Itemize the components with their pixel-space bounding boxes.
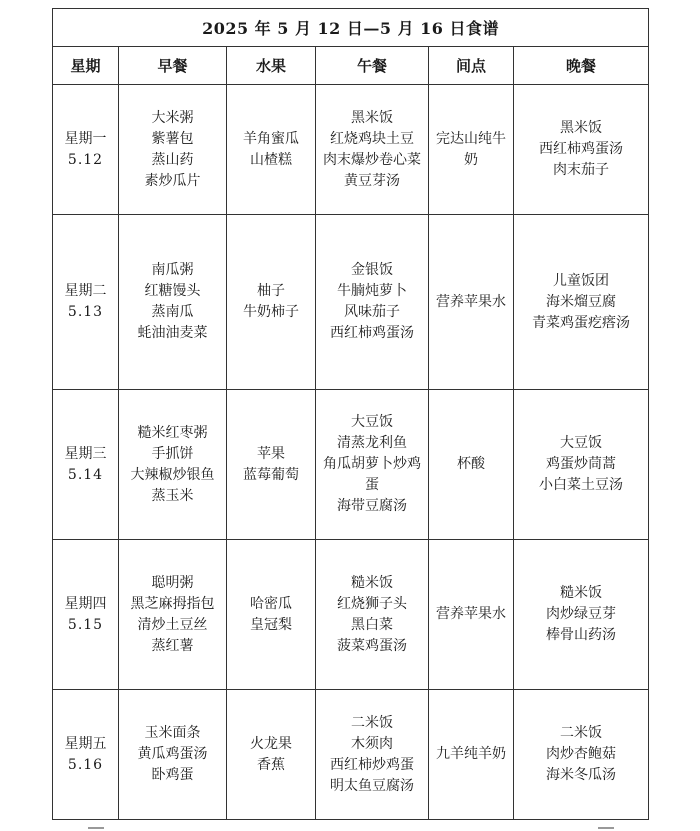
snack-text: 营养苹果水: [436, 606, 506, 622]
fruit-text: 苹果 蓝莓葡萄: [243, 445, 299, 483]
lunch-text: 黑米饭 红烧鸡块土豆 肉末爆炒卷心菜 黄豆芽汤: [323, 109, 421, 189]
breakfast-text: 大米粥 紫薯包 蒸山药 素炒瓜片: [144, 109, 201, 189]
day-date: 5.12: [67, 151, 104, 168]
snack-text: 营养苹果水: [436, 293, 506, 310]
snack-cell: [429, 540, 514, 690]
dinner-text: 大豆饭 鸡蛋炒茼蒿 小白菜土豆汤: [539, 435, 624, 493]
day-date: 5.13: [67, 304, 104, 320]
breakfast-cell: [119, 690, 227, 820]
dinner-cell: [514, 540, 649, 690]
page-edge-mark-left: [88, 827, 104, 829]
day-date: 5.15: [67, 616, 104, 633]
dinner-cell: [514, 390, 649, 540]
lunch-cell: [316, 540, 429, 690]
dinner-cell: [514, 215, 649, 390]
day-label: 星期四: [64, 595, 107, 612]
breakfast-text: 聪明粥 黑芝麻拇指包 清炒土豆丝 蒸红薯: [130, 574, 215, 654]
breakfast-cell: [119, 540, 227, 690]
day-label: 星期二: [64, 283, 107, 299]
day-cell: [53, 215, 119, 390]
day-label: 星期三: [64, 445, 107, 462]
lunch-text: 二米饭 木须肉 西红柿炒鸡蛋 明太鱼豆腐汤: [330, 714, 414, 794]
snack-cell: [429, 85, 514, 215]
table-row: [53, 215, 649, 390]
day-label: 星期一: [64, 130, 107, 147]
day-cell: [53, 690, 119, 820]
fruit-cell: [227, 390, 316, 540]
snack-text: 杯酸: [457, 456, 485, 472]
fruit-cell: [227, 215, 316, 390]
breakfast-text: 南瓜粥 红糖馒头 蒸南瓜 蚝油油麦菜: [137, 262, 208, 341]
breakfast-cell: [119, 215, 227, 390]
lunch-text: 糙米饭 红烧狮子头 黑白菜 菠菜鸡蛋汤: [337, 574, 407, 654]
lunch-cell: [316, 85, 429, 215]
dinner-cell: [514, 690, 649, 820]
header-breakfast: 早餐: [119, 47, 227, 85]
fruit-text: 羊角蜜瓜 山楂糕: [243, 130, 299, 168]
table-row: [53, 540, 649, 690]
breakfast-text: 糙米红枣粥 手抓饼 大辣椒炒银鱼 蒸玉米: [130, 424, 215, 504]
dinner-text: 黑米饭 西红柿鸡蛋汤 肉末茄子: [539, 120, 624, 178]
table-row: [53, 85, 649, 215]
day-label: 星期五: [64, 735, 107, 752]
lunch-cell: [316, 215, 429, 390]
dinner-text: 二米饭 肉炒杏鲍菇 海米冬瓜汤: [546, 725, 617, 783]
header-fruit: 水果: [227, 47, 316, 85]
fruit-cell: [227, 690, 316, 820]
page-title: 2025 年 5 月 12 日—5 月 16 日食谱: [53, 9, 649, 47]
breakfast-text: 玉米面条 黄瓜鸡蛋汤 卧鸡蛋: [137, 725, 208, 783]
fruit-text: 火龙果 香蕉: [250, 735, 292, 773]
fruit-text: 柚子 牛奶柿子: [243, 283, 299, 320]
day-cell: [53, 540, 119, 690]
header-dinner: 晚餐: [514, 47, 649, 85]
header-lunch: 午餐: [316, 47, 429, 85]
fruit-cell: [227, 85, 316, 215]
snack-cell: [429, 390, 514, 540]
breakfast-cell: [119, 85, 227, 215]
header-weekday: 星期: [53, 47, 119, 85]
snack-cell: [429, 215, 514, 390]
fruit-text: 哈密瓜 皇冠梨: [250, 595, 292, 633]
lunch-cell: [316, 390, 429, 540]
lunch-text: 金银饭 牛腩炖萝卜 风味茄子 西红柿鸡蛋汤: [330, 262, 414, 341]
lunch-cell: [316, 690, 429, 820]
breakfast-cell: [119, 390, 227, 540]
page-edge-mark-right: [598, 827, 614, 829]
day-cell: [53, 390, 119, 540]
day-date: 5.16: [67, 756, 104, 773]
header-snack: 间点: [429, 47, 514, 85]
snack-text: 九羊纯羊奶: [436, 746, 506, 762]
table-row: [53, 390, 649, 540]
dinner-text: 儿童饭团 海米熘豆腐 青菜鸡蛋疙瘩汤: [532, 272, 631, 331]
day-cell: [53, 85, 119, 215]
header-row: [53, 47, 649, 85]
fruit-cell: [227, 540, 316, 690]
snack-cell: [429, 690, 514, 820]
dinner-cell: [514, 85, 649, 215]
dinner-text: 糙米饭 肉炒绿豆芽 棒骨山药汤: [546, 585, 617, 643]
day-date: 5.14: [67, 466, 104, 483]
menu-table: [52, 8, 649, 820]
table-row: [53, 690, 649, 820]
snack-text: 完达山纯牛奶: [436, 130, 506, 168]
lunch-text: 大豆饭 清蒸龙利鱼 角瓜胡萝卜炒鸡蛋 海带豆腐汤: [323, 414, 421, 514]
